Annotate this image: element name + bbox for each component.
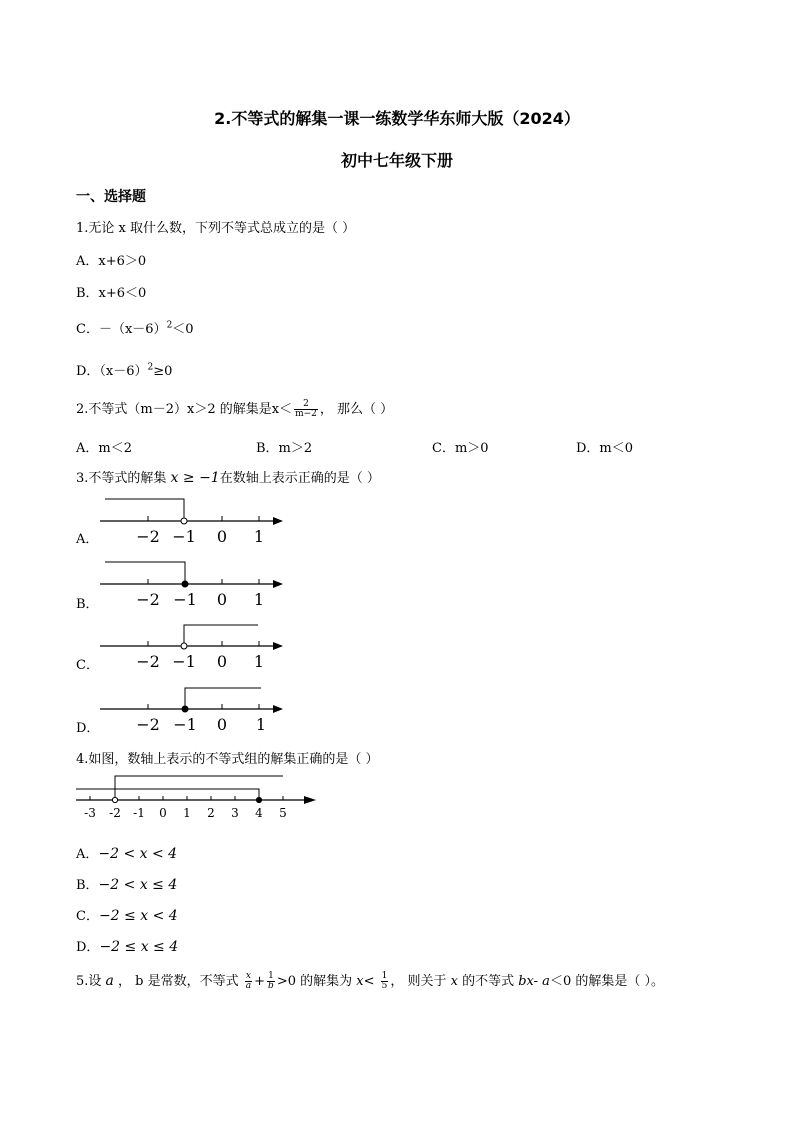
q5-stem xyxy=(76,970,664,991)
fraction-denominator: a xyxy=(245,981,252,991)
tick-label: −2 xyxy=(136,527,160,546)
axis-arrow xyxy=(273,642,283,650)
q2-option-d: D．m＜0 xyxy=(576,441,634,456)
q1-option-b: B．x+6＜0 xyxy=(76,286,147,301)
q3-stem-tail: 在数轴上表示正确的是（ ） xyxy=(219,471,380,486)
q3-option-b-label: B． xyxy=(76,597,99,612)
axis-arrow xyxy=(273,517,283,525)
tick-label: 0 xyxy=(216,715,228,734)
q3-option-a-label: A． xyxy=(76,532,99,547)
closed-endpoint xyxy=(182,706,188,712)
fraction-numerator: x xyxy=(245,971,251,981)
q2-stem-text: 2.不等式（m－2）x＞2 的解集是x＜ xyxy=(76,402,293,417)
open-endpoint xyxy=(181,518,187,524)
q1-option-d-text: D．（x－6） xyxy=(76,364,148,379)
q3-option-c-numberline xyxy=(95,617,290,673)
q5-text: ＜0 的解集是（ ）。 xyxy=(549,974,664,989)
upper-bracket xyxy=(115,776,283,800)
q4-option-d-label: D． xyxy=(76,940,100,955)
q4-option-d xyxy=(76,936,178,955)
q5-fraction-1-over-5 xyxy=(381,972,389,991)
q5-text: ， b 是常数，不等式 xyxy=(113,974,243,989)
q1-option-a: A．x+6＞0 xyxy=(76,254,147,269)
q5-text: 5.设 xyxy=(76,974,106,989)
solution-bracket xyxy=(105,562,185,584)
tick-label: 1 xyxy=(253,652,265,671)
tick-label: 0 xyxy=(159,806,167,820)
q2-stem-tail: ， 那么（ ） xyxy=(319,402,394,417)
section-heading: 一、选择题 xyxy=(76,189,146,205)
q2-stem xyxy=(76,398,393,419)
tick-label: 5 xyxy=(279,806,287,820)
q5-var-x: x xyxy=(356,974,364,989)
tick-label: 1 xyxy=(255,715,267,734)
tick-label: -2 xyxy=(109,806,121,820)
q5-text: 的不等式 xyxy=(457,974,519,989)
solution-bracket xyxy=(105,499,184,521)
open-endpoint xyxy=(181,643,187,649)
axis-arrow xyxy=(304,796,316,804)
q2-option-c: C．m＞0 xyxy=(432,441,489,456)
q3-stem-math: x ≥ −1 xyxy=(170,470,220,486)
tick-label: 1 xyxy=(183,806,191,820)
page-title: 2.不等式的解集一课一练数学华东师大版（2024） xyxy=(214,109,580,128)
open-endpoint xyxy=(112,797,117,802)
q3-stem xyxy=(76,467,380,486)
q4-stem: 4.如图，数轴上表示的不等式组的解集正确的是（ ） xyxy=(76,752,379,767)
q5-fraction-1-over-b xyxy=(267,972,275,991)
tick-label: 2 xyxy=(207,806,215,820)
q5-text: ， 则关于 xyxy=(390,974,451,989)
tick-label: 4 xyxy=(255,806,263,820)
axis-arrow xyxy=(273,705,283,713)
tick-label: 1 xyxy=(253,527,265,546)
fraction-numerator: 1 xyxy=(381,971,388,981)
q3-option-d-label: D． xyxy=(76,721,100,736)
q4-option-a xyxy=(76,843,177,862)
axis-arrow xyxy=(273,580,283,588)
tick-label: −1 xyxy=(173,715,197,734)
q4-option-c-math: −2 ≤ x < 4 xyxy=(98,908,178,924)
q1-option-c-tail: ＜0 xyxy=(172,322,194,337)
q2-option-b: B．m＞2 xyxy=(256,441,313,456)
q4-option-c-label: C． xyxy=(76,909,99,924)
q5-var-a: a xyxy=(105,973,114,989)
q2-fraction-numerator: 2 xyxy=(294,400,318,410)
q5-text: >0 的解集为 xyxy=(276,974,357,989)
q3-option-b-numberline xyxy=(95,555,290,613)
solution-bracket xyxy=(184,625,258,646)
closed-endpoint xyxy=(182,581,188,587)
q5-fraction-x-over-a xyxy=(245,972,252,991)
q5-lt: < xyxy=(363,974,379,989)
tick-label: 0 xyxy=(216,590,228,609)
tick-label: −1 xyxy=(173,590,197,609)
page-subtitle: 初中七年级下册 xyxy=(340,151,453,170)
q3-stem-text: 3.不等式的解集 xyxy=(76,471,171,486)
tick-label: 1 xyxy=(253,590,265,609)
tick-label: −1 xyxy=(172,652,196,671)
q3-option-a-numberline xyxy=(95,492,290,548)
q3-option-d-numberline xyxy=(95,680,290,736)
q2-fraction xyxy=(294,400,318,419)
q4-option-b xyxy=(76,874,177,893)
q5-expression: bx- a xyxy=(518,974,550,989)
lower-bracket xyxy=(76,789,259,800)
tick-label: −1 xyxy=(172,527,196,546)
q4-option-c xyxy=(76,905,178,924)
q1-option-d-tail: ≥0 xyxy=(153,364,173,379)
q1-option-c-text: C．－（x－6） xyxy=(76,322,167,337)
tick-label: 0 xyxy=(216,652,228,671)
fraction-numerator: 1 xyxy=(268,971,274,981)
q4-option-b-math: −2 < x ≤ 4 xyxy=(98,877,178,893)
q5-plus: + xyxy=(254,974,266,989)
q1-stem: 1.无论 x 取什么数，下列不等式总成立的是（ ） xyxy=(76,221,356,236)
tick-label: 0 xyxy=(216,527,228,546)
tick-label: −2 xyxy=(136,590,160,609)
tick-label: -1 xyxy=(133,806,145,820)
solution-bracket xyxy=(185,688,261,709)
q4-option-a-math: −2 < x < 4 xyxy=(98,846,178,862)
q5-var-x: x xyxy=(450,974,458,989)
q2-fraction-denominator: m−2 xyxy=(295,409,317,419)
closed-endpoint xyxy=(256,797,261,802)
q3-option-c-label: C． xyxy=(76,658,99,673)
q1-option-d xyxy=(76,360,172,379)
fraction-denominator: b xyxy=(268,981,274,991)
tick-label: −2 xyxy=(136,715,160,734)
tick-label: -3 xyxy=(84,806,96,820)
tick-label: 3 xyxy=(231,806,239,820)
q4-option-a-label: A． xyxy=(76,847,99,862)
q1-option-c-exponent: 2 xyxy=(166,320,173,331)
q4-numberline xyxy=(76,770,321,820)
fraction-denominator: 5 xyxy=(381,981,388,991)
q1-option-c xyxy=(76,318,194,337)
q1-option-d-exponent: 2 xyxy=(147,362,154,373)
q4-option-d-math: −2 ≤ x ≤ 4 xyxy=(99,939,179,955)
tick-label: −2 xyxy=(136,652,160,671)
q2-option-a: A．m＜2 xyxy=(76,441,132,456)
q4-option-b-label: B． xyxy=(76,878,99,893)
